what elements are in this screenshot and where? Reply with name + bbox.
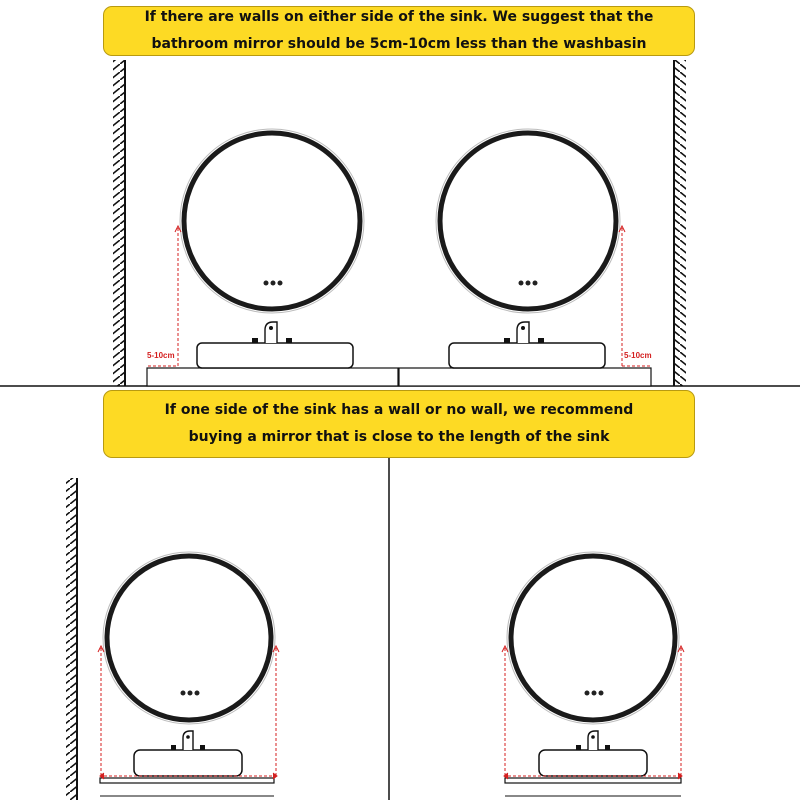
dimension-left xyxy=(148,228,178,366)
washbasin-bottom-left xyxy=(100,731,274,783)
banner-middle xyxy=(103,390,695,458)
left-wall-bottom xyxy=(66,478,77,800)
banner-middle-line1: If one side of the sink has a wall or no wall, we recommend xyxy=(164,402,634,418)
round-mirror-top-left xyxy=(180,129,364,313)
round-mirror-bottom-left xyxy=(103,552,275,724)
countertop-left xyxy=(147,368,398,386)
washbasin-bottom-right xyxy=(505,731,681,783)
top-scene xyxy=(0,60,800,386)
round-mirror-bottom-right xyxy=(507,552,679,724)
banner-top-line2: bathroom mirror should be 5cm-10cm less than the washbasin xyxy=(151,36,647,52)
bottom-scene xyxy=(66,458,684,800)
gap-label-right: 5-10cm xyxy=(624,351,652,360)
round-mirror-top-right xyxy=(436,129,620,313)
left-wall xyxy=(113,60,125,386)
right-wall xyxy=(674,60,686,386)
washbasin-top-left xyxy=(197,322,353,368)
washbasin-top-right xyxy=(449,322,605,368)
countertop-right xyxy=(399,368,651,386)
gap-label-left: 5-10cm xyxy=(147,351,175,360)
banner-top-line1: If there are walls on either side of the sink. We suggest that the xyxy=(144,9,654,25)
banner-middle-line2: buying a mirror that is close to the length of the sink xyxy=(188,429,610,445)
banner-top xyxy=(103,6,695,56)
dimension-right xyxy=(622,228,650,366)
